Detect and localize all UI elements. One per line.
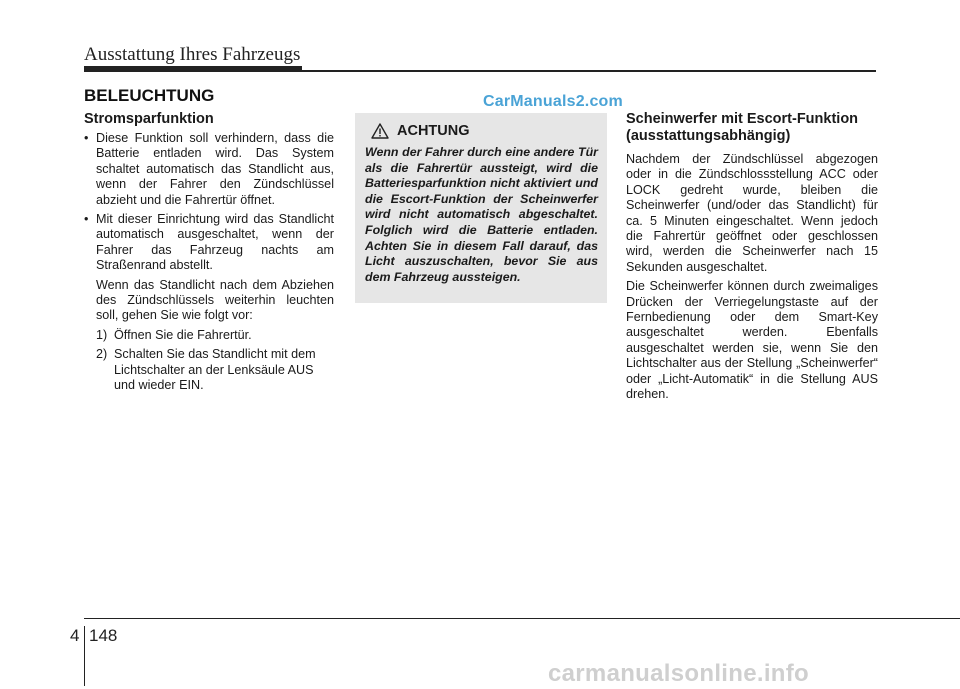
- warning-text: Wenn der Fahrer durch eine andere Tür als die Fahrertür aussteigt, wird die Batteriesparfunktion nicht aktiviert und die Escort-Funktion der Scheinwerfer wird nicht automatisch abgeschaltet. Folglich wird die Batterie entladen. Achten Sie in diesem Fall darauf, das Licht auszuschalten, bevor Sie aus dem Fahrzeug aussteigen.: [365, 145, 598, 284]
- chapter-number: 4: [70, 626, 80, 645]
- escort-paragraph-2: Die Scheinwerfer können durch zweimaliges Drücken der Verriegelungstaste auf der Fernbedienung oder dem Smart-Key ausgeschaltet werden. Ebenfalls ausgeschaltet werden sie, wenn Sie den Lichtschalter aus der Stellung „Scheinwerfer“ oder „Licht-Automatik“ in die Stellung AUS drehen.: [626, 279, 878, 402]
- escort-paragraph-1: Nachdem der Zündschlüssel abgezogen oder in die Zündschlossstellung ACC oder LOCK gedreht wurde, bleiben die Scheinwerfer (und/oder das Standlicht) für ca. 5 Minuten eingeschaltet. Wenn jedoch die Fahrertür geöffnet oder geschlossen wird, werden die Scheinwerfer nach 15 Sekunden ausgeschaltet.: [626, 152, 878, 274]
- section-heading: BELEUCHTUNG: [84, 86, 215, 105]
- warning-title: ACHTUNG: [397, 123, 470, 139]
- step-number: 1): [96, 327, 108, 342]
- warning-triangle-icon: [371, 123, 389, 139]
- warning-box: [355, 113, 607, 303]
- left-column: [84, 111, 334, 394]
- header-rule: [84, 70, 876, 72]
- footer-rule: [84, 618, 960, 619]
- subheading-stromsparfunktion: Stromsparfunktion: [84, 111, 214, 127]
- right-column: [626, 111, 878, 403]
- step-text: Schalten Sie das Standlicht mit dem Lichtschalter an der Lenksäule AUS und wieder EIN.: [114, 347, 316, 393]
- footer-divider: [84, 626, 85, 686]
- step-text: Öffnen Sie die Fahrertür.: [114, 327, 252, 342]
- watermark-carmanualsonline: carmanualsonline.info: [548, 660, 810, 687]
- subheading-escort-funktion: Scheinwerfer mit Escort-Funktion (ausstattungsabhängig): [626, 111, 859, 144]
- watermark-carmanuals2: CarManuals2.com: [483, 93, 623, 110]
- page-header-title: Ausstattung Ihres Fahrzeugs: [84, 44, 301, 65]
- bullet-item-2: • Mit dieser Einrichtung wird das Standlicht automatisch ausgeschaltet, wenn der Fahrer das Fahrzeug nachts am Straßenrand abstellt.: [84, 212, 334, 274]
- step-item-2: [84, 347, 334, 393]
- step-item-1: [84, 328, 334, 343]
- instruction-paragraph: Wenn das Standlicht nach dem Abziehen des Zündschlüssels weiterhin leuchten soll, gehen Sie wie folgt vor:: [96, 277, 334, 323]
- page-number: 148: [89, 626, 118, 645]
- step-number: 2): [96, 347, 108, 362]
- warning-title-row: [371, 121, 598, 141]
- bullet-item-1: • Diese Funktion soll verhindern, dass die Batterie entladen wird. Das System schaltet automatisch das Standlicht aus, wenn der Fahrer den Zündschlüssel abzieht und die Fahrertür öffnet.: [84, 131, 334, 208]
